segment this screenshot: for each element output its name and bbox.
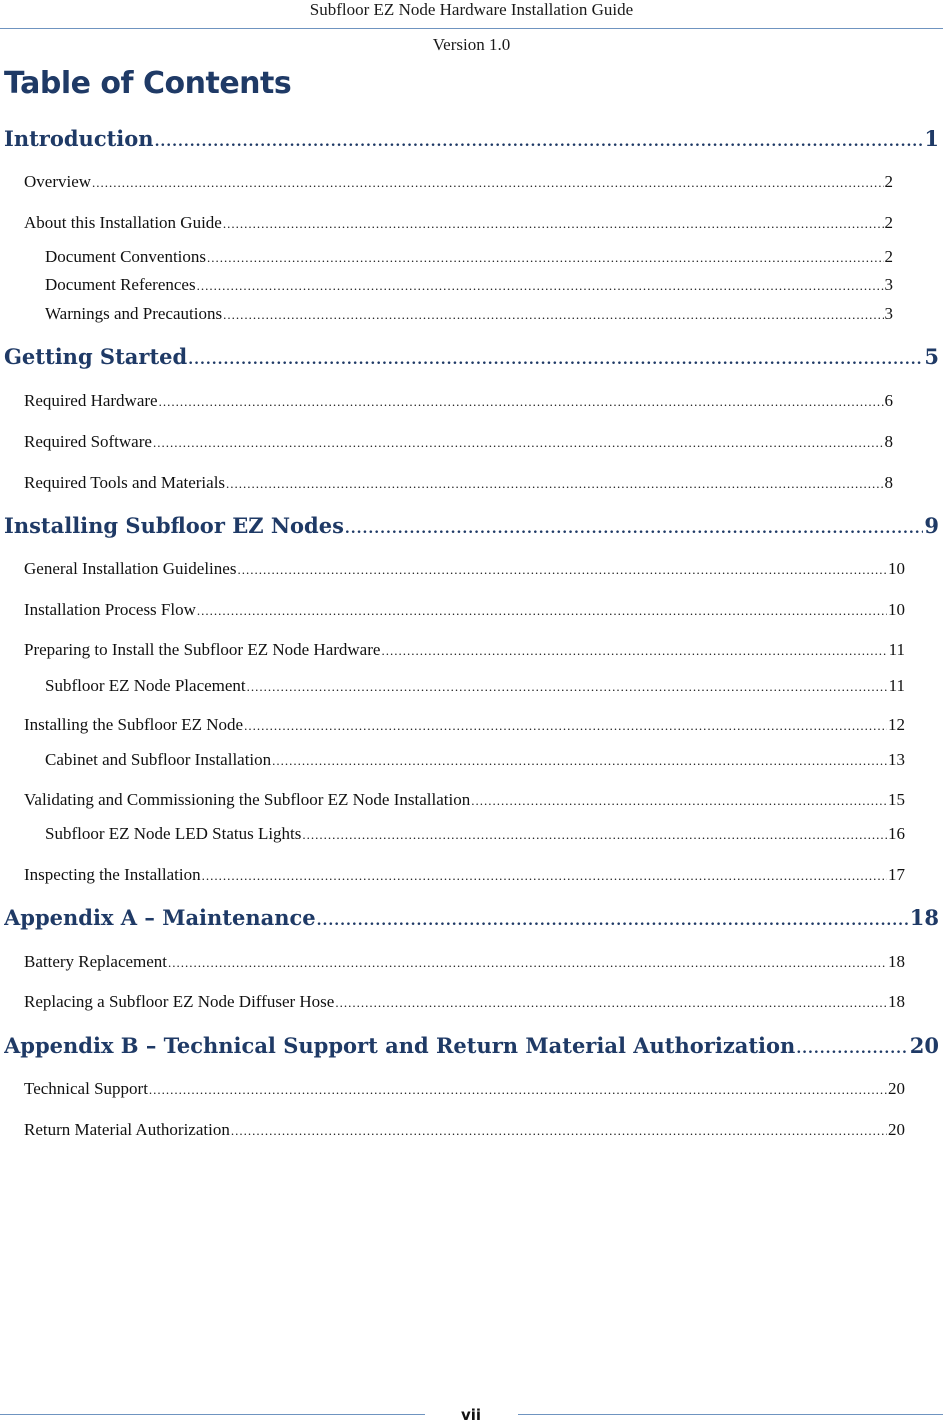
toc-entry-label: Document References xyxy=(45,275,196,294)
toc-dot-leader xyxy=(153,434,884,452)
toc-entry-label: Preparing to Install the Subfloor EZ Node Hardware xyxy=(24,640,381,659)
toc-dot-leader xyxy=(247,678,888,696)
toc-dot-leader xyxy=(92,174,883,192)
toc-entry-page: 3 xyxy=(884,275,893,294)
toc-entry-page: 11 xyxy=(888,640,905,659)
toc-dot-leader xyxy=(381,642,887,660)
toc-entry-about-guide[interactable] xyxy=(24,211,893,233)
toc-entry-label: Appendix A – Maintenance xyxy=(4,905,316,930)
toc-heading: Table of Contents xyxy=(4,66,292,101)
toc-entry-label: Technical Support xyxy=(24,1079,148,1098)
toc-entry-label: General Installation Guidelines xyxy=(24,559,237,578)
toc-dot-leader xyxy=(202,867,887,885)
toc-entry-page: 20 xyxy=(888,1120,905,1139)
toc-entry-page: 10 xyxy=(888,600,905,619)
toc-dot-leader xyxy=(272,752,887,770)
toc-entry-general-guidelines[interactable] xyxy=(24,557,905,579)
toc-entry-label: Installing Subfloor EZ Nodes xyxy=(4,513,344,538)
toc-entry-page: 16 xyxy=(888,824,905,843)
toc-dot-leader xyxy=(317,910,909,932)
toc-entry-introduction[interactable] xyxy=(4,123,939,153)
toc-entry-warnings-precautions[interactable] xyxy=(45,302,893,324)
toc-entry-label: Required Software xyxy=(24,432,152,451)
toc-entry-page: 20 xyxy=(909,1033,939,1058)
toc-entry-technical-support[interactable] xyxy=(24,1077,905,1099)
toc-entry-label: Warnings and Precautions xyxy=(45,304,223,323)
toc-dot-leader xyxy=(223,215,884,233)
toc-entry-page: 18 xyxy=(888,992,905,1011)
toc-entry-page: 8 xyxy=(884,432,893,451)
toc-entry-document-references[interactable] xyxy=(45,273,893,295)
toc-entry-label: Return Material Authorization xyxy=(24,1120,230,1139)
toc-dot-leader xyxy=(168,954,887,972)
toc-entry-installing-node[interactable] xyxy=(24,713,905,735)
toc-dot-leader xyxy=(244,717,887,735)
toc-entry-installing-nodes[interactable] xyxy=(4,510,939,540)
header-divider xyxy=(0,28,943,29)
footer-divider-right xyxy=(518,1414,943,1415)
toc-dot-leader xyxy=(335,994,887,1012)
toc-entry-label: Battery Replacement xyxy=(24,952,168,971)
toc-entry-page: 15 xyxy=(888,790,905,809)
toc-entry-page: 18 xyxy=(888,952,905,971)
toc-dot-leader xyxy=(149,1081,887,1099)
toc-entry-label: Cabinet and Subfloor Installation xyxy=(45,750,272,769)
toc-entry-overview[interactable] xyxy=(24,170,893,192)
toc-entry-page: 2 xyxy=(884,213,893,232)
toc-entry-page: 9 xyxy=(924,513,939,538)
toc-entry-page: 2 xyxy=(884,247,893,266)
footer-divider-left xyxy=(0,1414,425,1415)
toc-entry-required-tools[interactable] xyxy=(24,471,893,493)
toc-entry-label: Installation Process Flow xyxy=(24,600,196,619)
toc-entry-page: 10 xyxy=(888,559,905,578)
toc-entry-label: Introduction xyxy=(4,126,154,151)
toc-entry-cabinet-subfloor[interactable] xyxy=(45,748,905,770)
toc-dot-leader xyxy=(231,1122,887,1140)
running-header-title: Subfloor EZ Node Hardware Installation Guide xyxy=(309,0,634,19)
toc-entry-page: 18 xyxy=(909,905,939,930)
toc-entry-inspecting[interactable] xyxy=(24,863,905,885)
toc-entry-rma[interactable] xyxy=(24,1118,905,1140)
toc-entry-page: 2 xyxy=(884,172,893,191)
toc-entry-preparing-install[interactable] xyxy=(24,638,905,660)
toc-entry-label: About this Installation Guide xyxy=(24,213,222,232)
toc-entry-label: Required Tools and Materials xyxy=(24,473,226,492)
toc-entry-label: Inspecting the Installation xyxy=(24,865,201,884)
toc-dot-leader xyxy=(207,249,883,267)
toc-entry-label: Appendix B – Technical Support and Return Material Authorization xyxy=(4,1033,796,1058)
toc-entry-page: 1 xyxy=(924,126,939,151)
toc-entry-appendix-b[interactable] xyxy=(4,1030,939,1060)
toc-entry-battery-replacement[interactable] xyxy=(24,950,905,972)
toc-entry-page: 20 xyxy=(888,1079,905,1098)
toc-dot-leader xyxy=(159,393,884,411)
toc-dot-leader xyxy=(345,518,923,540)
toc-entry-label: Subfloor EZ Node Placement xyxy=(45,676,246,695)
toc-entry-led-status[interactable] xyxy=(45,822,905,844)
toc-entry-label: Document Conventions xyxy=(45,247,207,266)
toc-entry-required-software[interactable] xyxy=(24,430,893,452)
toc-entry-process-flow[interactable] xyxy=(24,598,905,620)
toc-entry-validating-commissioning[interactable] xyxy=(24,788,905,810)
toc-entry-page: 12 xyxy=(888,715,905,734)
toc-entry-label: Getting Started xyxy=(4,344,188,369)
toc-dot-leader xyxy=(226,475,883,493)
toc-entry-document-conventions[interactable] xyxy=(45,245,893,267)
toc-dot-leader xyxy=(302,826,887,844)
toc-entry-page: 13 xyxy=(888,750,905,769)
toc-dot-leader xyxy=(237,561,887,579)
toc-dot-leader xyxy=(471,792,887,810)
running-header-version: Version 1.0 xyxy=(432,35,511,54)
toc-entry-page: 8 xyxy=(884,473,893,492)
toc-entry-label: Required Hardware xyxy=(24,391,158,410)
toc-entry-page: 5 xyxy=(924,344,939,369)
toc-entry-page: 6 xyxy=(884,391,893,410)
footer-page-number: vii xyxy=(460,1406,482,1424)
toc-entry-appendix-a[interactable] xyxy=(4,902,939,932)
toc-dot-leader xyxy=(796,1038,908,1060)
toc-dot-leader xyxy=(197,277,884,295)
toc-entry-label: Replacing a Subfloor EZ Node Diffuser Hose xyxy=(24,992,335,1011)
toc-entry-label: Subfloor EZ Node LED Status Lights xyxy=(45,824,302,843)
toc-entry-label: Validating and Commissioning the Subfloor EZ Node Installation xyxy=(24,790,471,809)
toc-entry-required-hardware[interactable] xyxy=(24,389,893,411)
toc-entry-page: 17 xyxy=(888,865,905,884)
toc-entry-label: Installing the Subfloor EZ Node xyxy=(24,715,244,734)
toc-entry-node-placement[interactable] xyxy=(45,674,905,696)
toc-entry-diffuser-hose[interactable] xyxy=(24,990,905,1012)
toc-entry-page: 3 xyxy=(884,304,893,323)
toc-dot-leader xyxy=(155,131,924,153)
toc-entry-label: Overview xyxy=(24,172,92,191)
toc-dot-leader xyxy=(223,306,883,324)
toc-dot-leader xyxy=(188,349,923,371)
toc-dot-leader xyxy=(197,602,887,620)
toc-entry-page: 11 xyxy=(888,676,905,695)
toc-entry-getting-started[interactable] xyxy=(4,341,939,371)
